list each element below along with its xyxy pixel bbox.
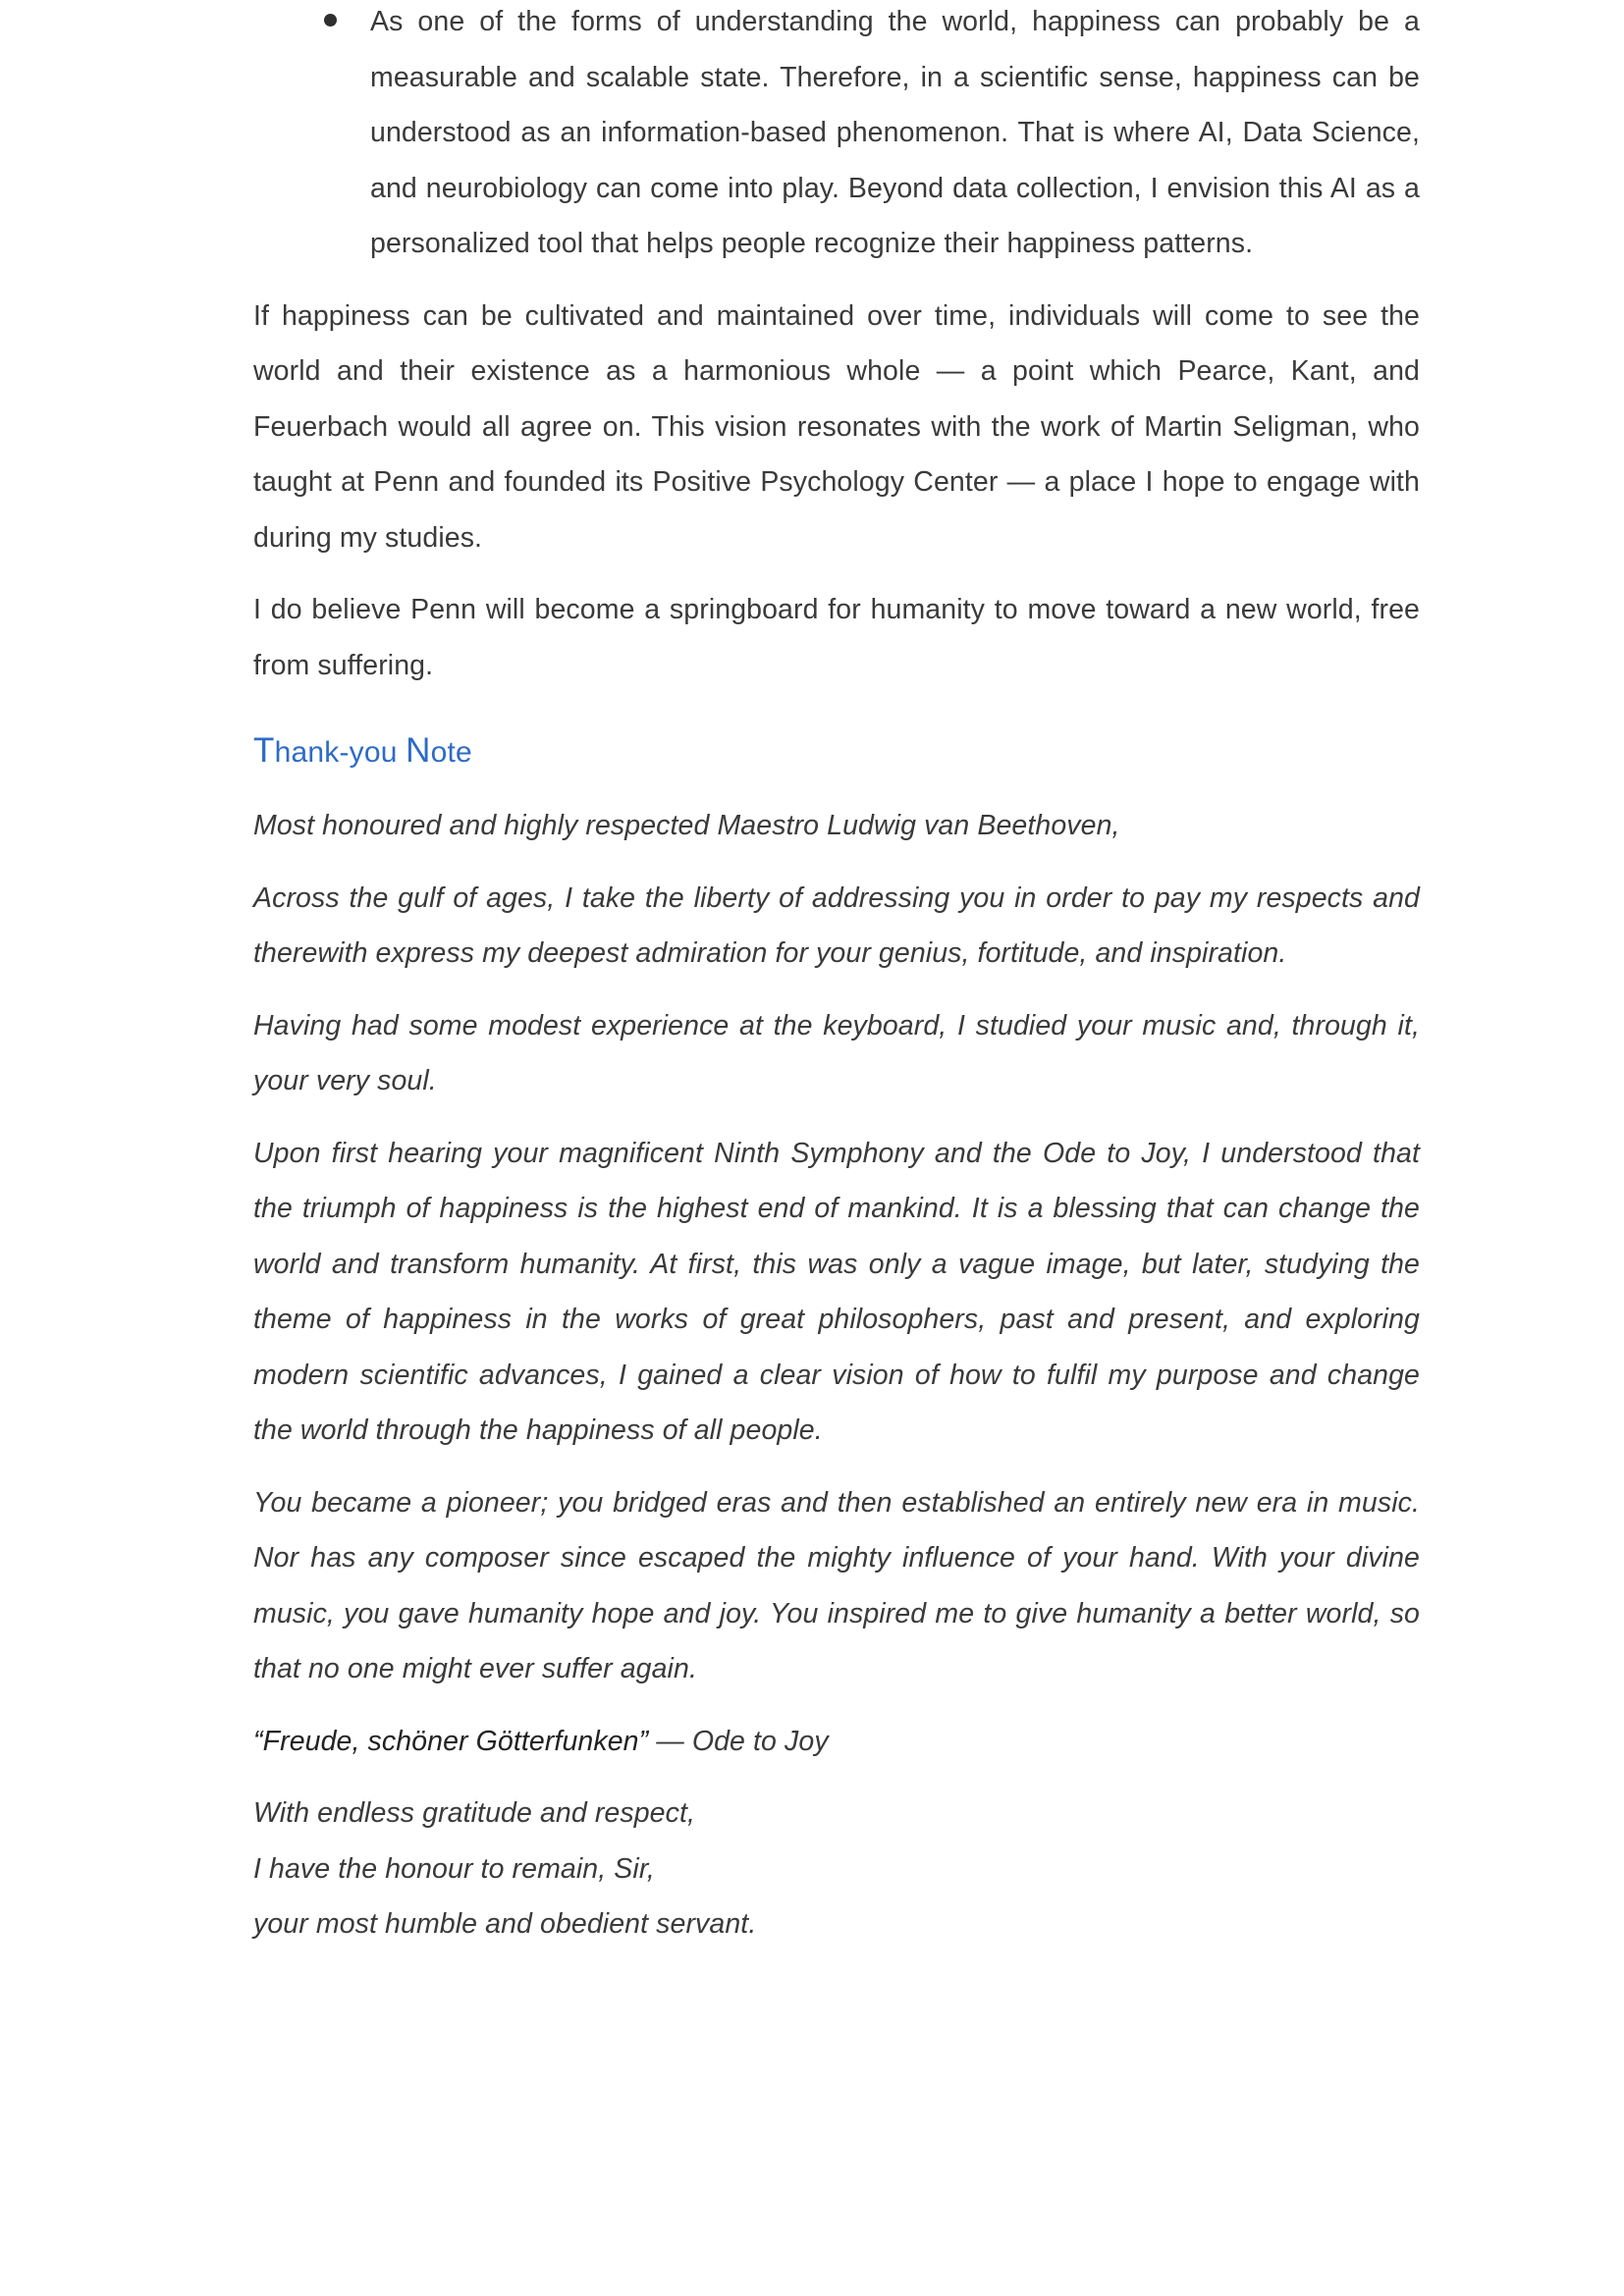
letter-paragraph: You became a pioneer; you bridged eras and then established an entirely new era in music. Nor has any composer since escaped the mighty influence of your hand. With your divine music, you gave humanity hope and joy. You inspired me to give humanity a better world, so that no one might ever suffer again. xyxy=(253,1486,1420,1684)
letter-paragraph: Across the gulf of ages, I take the liberty of addressing you in order to pay my respects and therewith express my deepest admiration for your genius, fortitude, and inspiration. xyxy=(253,881,1420,969)
letter-signoff xyxy=(253,1786,1420,1952)
heading-rest-note: ote xyxy=(430,736,472,769)
thank-you-letter xyxy=(253,798,1420,1952)
letter-paragraph: Upon first hearing your magnificent Ninth Symphony and the Ode to Joy, I understood that the triumph of happiness is the highest end of mankind. It is a blessing that can change the world and transform humanity. At first, this was only a vague image, but later, studying the theme of happiness in the works of great philosophers, past and present, and exploring modern scientific advances, I gained a clear vision of how to fulfil my purpose and change the world through the happiness of all people. xyxy=(253,1137,1420,1446)
letter-salutation: Most honoured and highly respected Maestro Ludwig van Beethoven, xyxy=(253,810,1120,841)
bullet-list-item xyxy=(253,0,1420,272)
letter-quote xyxy=(253,1714,1420,1770)
section-heading-thank-you-note xyxy=(253,725,1420,778)
letter-paragraph: Having had some modest experience at the keyboard, I studied your music and, through it, your very soul. xyxy=(253,1009,1420,1096)
bullet-text: As one of the forms of understanding the world, happiness can probably be a measurable and scalable state. Therefore, in a scientific sense, happiness can be understood as an information-based phenomenon. That is where AI, Data Science, and neurobiology can come into play. Beyond data collection, I envision this AI as a personalized tool that helps people recognize their happiness patterns. xyxy=(370,6,1420,259)
heading-initial-n: N xyxy=(406,731,431,770)
closing-line: I have the honour to remain, Sir, xyxy=(253,1852,655,1885)
quote-source: — Ode to Joy xyxy=(648,1725,829,1757)
heading-initial-t: T xyxy=(253,731,275,770)
closing-line: your most humble and obedient servant. xyxy=(253,1908,757,1940)
heading-rest-thank-you: hank-you xyxy=(274,736,406,769)
closing-line: With endless gratitude and respect, xyxy=(253,1797,695,1829)
paragraph-happiness-harmony: If happiness can be cultivated and maintained over time, individuals will come to see the world and their existence as a harmonious whole — a point which Pearce, Kant, and Feuerbach would all agree on. This vision resonates with the work of Martin Seligman, who taught at Penn and founded its Positive Psychology Center — a place I hope to engage with during my studies. xyxy=(253,299,1420,554)
bullet-point-icon xyxy=(324,14,337,27)
paragraph-penn-springboard: I do believe Penn will become a springboard for humanity to move toward a new world, free from suffering. xyxy=(253,594,1420,681)
document-body xyxy=(253,0,1420,1952)
quote-text: “Freude, schöner Götterfunken” xyxy=(253,1725,649,1757)
